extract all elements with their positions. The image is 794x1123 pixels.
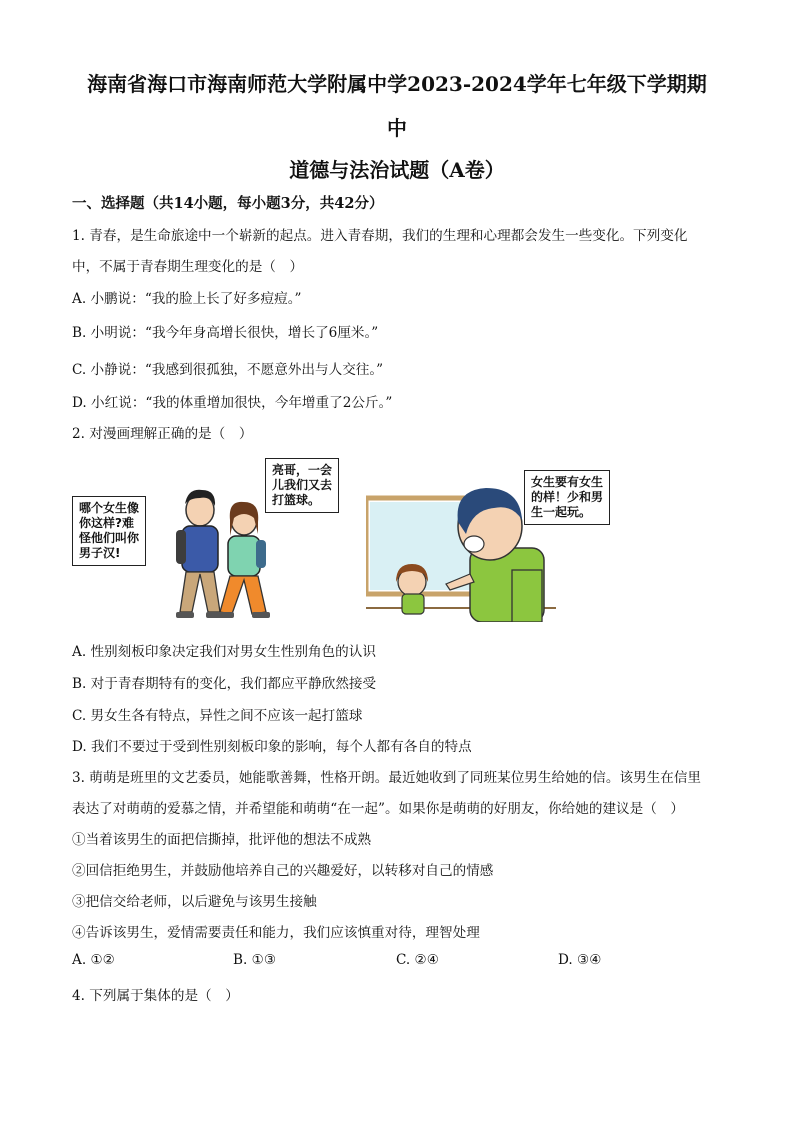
bubble-right-line2: 的样！少和男 [531, 490, 604, 504]
q3-option-c: C. ②④ [396, 952, 439, 968]
bubble-top-line1: 亮哥，一会 [272, 463, 333, 477]
q1-stem-line2: 中，不属于青春期生理变化的是（ ） [72, 259, 304, 275]
comic-right-panel [366, 470, 618, 622]
speech-bubble-left [72, 496, 146, 566]
exam-subtitle: 道德与法治试题（A卷） [289, 158, 505, 182]
girl-figure [216, 502, 270, 618]
exam-title-line1: 海南省海口市海南师范大学附属中学2023-2024学年七年级下学期期 [87, 72, 707, 96]
q2-option-a: A. 性别刻板印象决定我们对男女生性别角色的认识 [72, 644, 376, 660]
bubble-left-line4: 男子汉! [79, 546, 121, 560]
boy-figure [176, 490, 224, 618]
q3-item-3: ③把信交给老师，以后避免与该男生接触 [72, 894, 317, 910]
q3-option-d: D. ③④ [558, 952, 602, 968]
bubble-right-line1: 女生要有女生 [531, 475, 604, 489]
comic-left-panel [72, 452, 362, 624]
bubble-left-line3: 怪他们叫你 [79, 531, 140, 545]
speech-bubble-top [265, 458, 339, 513]
q3-stem-line2: 表达了对萌萌的爱慕之情，并希望能和萌萌“在一起”。如果你是萌萌的好朋友，你给她的建议是（ ） [72, 801, 685, 817]
q2-stem: 2. 对漫画理解正确的是（ ） [72, 426, 253, 442]
q2-option-b: B. 对于青春期特有的变化，我们都应平静欣然接受 [72, 676, 377, 692]
q3-item-2: ②回信拒绝男生，并鼓励他培养自己的兴趣爱好，以转移对自己的情感 [72, 863, 494, 879]
q3-option-a: A. ①② [72, 952, 115, 968]
q1-stem-line1: 1. 青春，是生命旅途中一个崭新的起点。进入青春期，我们的生理和心理都会发生一些变化。下列变化 [72, 228, 688, 244]
q2-option-c: C. 男女生各有特点，异性之间不应该一起打篮球 [72, 708, 363, 724]
q3-item-4: ④告诉该男生，爱情需要责任和能力，我们应该慎重对待，理智处理 [72, 925, 480, 941]
q2-option-d: D. 我们不要过于受到性别刻板印象的影响，每个人都有各自的特点 [72, 739, 472, 755]
bubble-right-line3: 生一起玩。 [531, 505, 592, 519]
small-girl-figure [396, 564, 428, 614]
section-heading: 一、选择题（共14小题，每小题3分，共42分） [72, 195, 384, 212]
q3-item-1: ①当着该男生的面把信撕掉，批评他的想法不成熟 [72, 832, 372, 848]
q1-option-d: D. 小红说：“我的体重增加很快，今年增重了2公斤。” [72, 395, 393, 411]
bubble-top-line3: 打篮球。 [272, 493, 321, 507]
q4-stem: 4. 下列属于集体的是（ ） [72, 988, 239, 1004]
bubble-left-line2: 你这样?难 [79, 516, 134, 530]
q1-option-b: B. 小明说：“我今年身高增长很快，增长了6厘米。” [72, 325, 379, 341]
bubble-top-line2: 儿我们又去 [272, 478, 333, 492]
q3-stem-line1: 3. 萌萌是班里的文艺委员，她能歌善舞，性格开朗。最近她收到了同班某位男生给她的信。该男生在信里 [72, 770, 702, 786]
q1-option-c: C. 小静说：“我感到很孤独，不愿意外出与人交往。” [72, 362, 384, 378]
q1-option-a: A. 小鹏说：“我的脸上长了好多痘痘。” [72, 291, 302, 307]
speech-bubble-right [524, 470, 610, 525]
q3-option-b: B. ①③ [233, 952, 277, 968]
exam-title-line2: 中 [387, 116, 407, 140]
bubble-left-line1: 哪个女生像 [79, 501, 140, 515]
